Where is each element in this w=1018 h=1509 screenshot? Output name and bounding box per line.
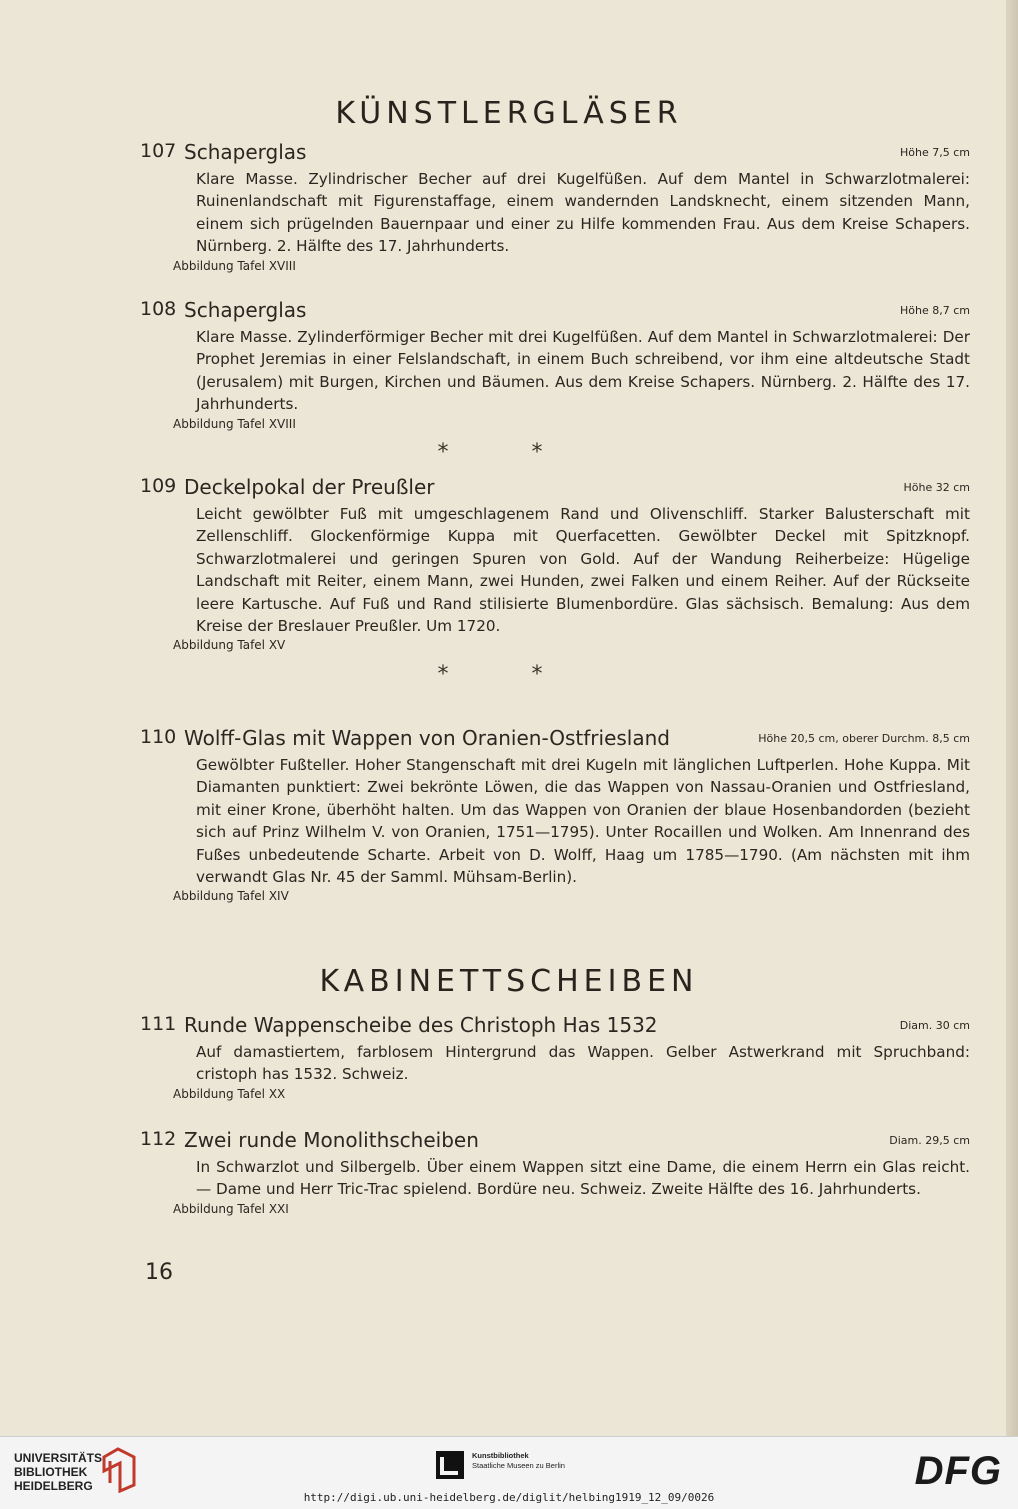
section-heading-glass: KÜNSTLERGLÄSER bbox=[335, 96, 683, 131]
entry-description: Klare Masse. Zylinderförmiger Becher mit drei Kugelfüßen. Auf dem Mantel in Schwarzlotmalerei: Der Prophet Jeremias in einer Felslandschaft, in einem Buch schreibend, vor ihm eine altdeutsche Stadt (Jerusalem) mit Burgen, Kirchen und Bäumen. Aus dem Kreise Schapers. Nürnberg. 2. Hälfte des 17. Jahrhunderts. bbox=[196, 328, 970, 414]
dfg-logo[interactable]: DFG bbox=[914, 1449, 1002, 1493]
entry-description: Gewölbter Fußteller. Hoher Stangenschaft mit drei Kugeln mit länglichen Luftperlen. Hohe Kuppa. Mit Diamanten punktiert: Zwei bekrönte Löwen, die das Wappen von Nassau-Oranien und Ostfriesland, mit einer Krone, überhöht halten. Um das Wappen von Oranien der blaue Hosenbandorden (bezieht sich auf Prinz Wilhelm V. von Oranien, 1751—1795). Unter Rocaillen und Wolken. Am Innenrand des Fußes unbedeutende Scharte. Arbeit von D. Wolff, Haag um 1785—1790. (Am nächsten mit ihm verwandt Glas Nr. 45 der Samml. Mühsam-Berlin). bbox=[196, 756, 970, 887]
entry-header bbox=[140, 140, 970, 166]
entry-illustration-ref: Abbildung Tafel XX bbox=[173, 1086, 286, 1101]
entry-number: 111 bbox=[140, 1013, 177, 1035]
entry-measure: Höhe 20,5 cm, oberer Durchm. 8,5 cm bbox=[758, 732, 970, 745]
entry-measure: Diam. 30 cm bbox=[899, 1019, 970, 1032]
entry-number: 112 bbox=[140, 1128, 177, 1150]
kb-title: Kunstbibliothek bbox=[472, 1451, 529, 1460]
kunstbibliothek-logo-icon bbox=[434, 1449, 466, 1481]
entry-title: Wolff-Glas mit Wappen von Oranien-Ostfriesland bbox=[184, 726, 670, 750]
entry-illustration-ref: Abbildung Tafel XV bbox=[173, 638, 286, 653]
viewer-footer bbox=[0, 1436, 1018, 1509]
entry-illustration-ref: Abbildung Tafel XXI bbox=[173, 1201, 289, 1216]
entry-illustration-ref: Abbildung Tafel XVIII bbox=[173, 258, 296, 273]
entry-measure: Höhe 32 cm bbox=[903, 481, 970, 494]
entry-measure: Diam. 29,5 cm bbox=[889, 1134, 970, 1147]
catalog-entry-107 bbox=[140, 140, 970, 274]
catalog-entry-110 bbox=[140, 726, 970, 904]
entry-number: 108 bbox=[140, 298, 177, 320]
entry-number: 107 bbox=[140, 140, 177, 162]
ub-line-1: UNIVERSITÄTS- bbox=[14, 1451, 107, 1465]
ub-line-3: HEIDELBERG bbox=[14, 1479, 93, 1493]
catalog-entry-109 bbox=[140, 475, 970, 653]
catalog-entry-108 bbox=[140, 298, 970, 432]
entry-header bbox=[140, 475, 970, 501]
entry-title: Schaperglas bbox=[184, 298, 307, 322]
entry-title: Schaperglas bbox=[184, 140, 307, 164]
entry-measure: Höhe 7,5 cm bbox=[900, 146, 970, 159]
separator-stars: * * bbox=[437, 440, 581, 465]
page-edge-shadow bbox=[1006, 0, 1018, 1436]
catalog-entry-112 bbox=[140, 1128, 970, 1217]
section-heading-panes: KABINETTSCHEIBEN bbox=[319, 964, 699, 999]
entry-description: In Schwarzlot und Silbergelb. Über einem Wappen sitzt eine Dame, die einem Herrn ein Glas reicht. — Dame und Herr Tric-Trac spielend. Bordüre neu. Schweiz. Zweite Hälfte des 16. Jahrhunderts. bbox=[196, 1158, 970, 1199]
separator-stars: * * bbox=[437, 662, 581, 687]
entry-number: 109 bbox=[140, 475, 177, 497]
entry-measure: Höhe 8,7 cm bbox=[900, 304, 970, 317]
entry-title: Deckelpokal der Preußler bbox=[184, 475, 435, 499]
entry-description: Klare Masse. Zylindrischer Becher auf drei Kugelfüßen. Auf dem Mantel in Schwarzlotmalerei: Ruinenlandschaft mit Figurenstaffage, einem wandernden Landsknecht, einem sitzenden Mann, einem sich prügelnden Bauernpaar und einer zu Hilfe kommenden Frau. Aus dem Kreise Schapers. Nürnberg. 2. Hälfte des 17. Jahrhunderts. bbox=[196, 170, 970, 256]
entry-title: Zwei runde Monolithscheiben bbox=[184, 1128, 479, 1152]
entry-description: Auf damastiertem, farblosem Hintergrund das Wappen. Gelber Astwerkrand mit Spruchband: cristoph has 1532. Schweiz. bbox=[196, 1043, 970, 1084]
page-number: 16 bbox=[145, 1260, 173, 1285]
kunstbibliothek-wordmark[interactable] bbox=[472, 1451, 565, 1471]
entry-illustration-ref: Abbildung Tafel XIV bbox=[173, 889, 289, 904]
ub-line-2: BIBLIOTHEK bbox=[14, 1465, 88, 1479]
entry-header bbox=[140, 1128, 970, 1154]
entry-header bbox=[140, 726, 970, 752]
ub-heidelberg-wordmark[interactable] bbox=[14, 1451, 106, 1493]
ub-heidelberg-logo-icon bbox=[96, 1445, 140, 1493]
permalink-url[interactable]: http://digi.ub.uni-heidelberg.de/diglit/helbing1919_12_09/0026 bbox=[303, 1491, 715, 1504]
entry-header bbox=[140, 298, 970, 324]
entry-description: Leicht gewölbter Fuß mit umgeschlagenem Rand und Olivenschliff. Starker Balusterschaft mit Zellenschliff. Glockenförmige Kuppa mit Querfacetten. Gewölbter Deckel mit Spitzknopf. Schwarzlotmalerei und geringen Spuren von Gold. Auf der Wandung Reiherbeize: Hügelige Landschaft mit Reiter, einem Mann, zwei Hunden, zwei Falken und einem Reiher. Auf der Rückseite leere Kartusche. Auf Fuß und Rand stilisierte Blumenbordüre. Glas sächsisch. Bemalung: Aus dem Kreise der Breslauer Preußler. Um 1720. bbox=[196, 505, 970, 636]
entry-header bbox=[140, 1013, 970, 1039]
catalog-entry-111 bbox=[140, 1013, 970, 1102]
entry-illustration-ref: Abbildung Tafel XVIII bbox=[173, 416, 296, 431]
entry-title: Runde Wappenscheibe des Christoph Has 1532 bbox=[184, 1013, 658, 1037]
kb-subtitle: Staatliche Museen zu Berlin bbox=[472, 1461, 565, 1470]
entry-number: 110 bbox=[140, 726, 177, 748]
